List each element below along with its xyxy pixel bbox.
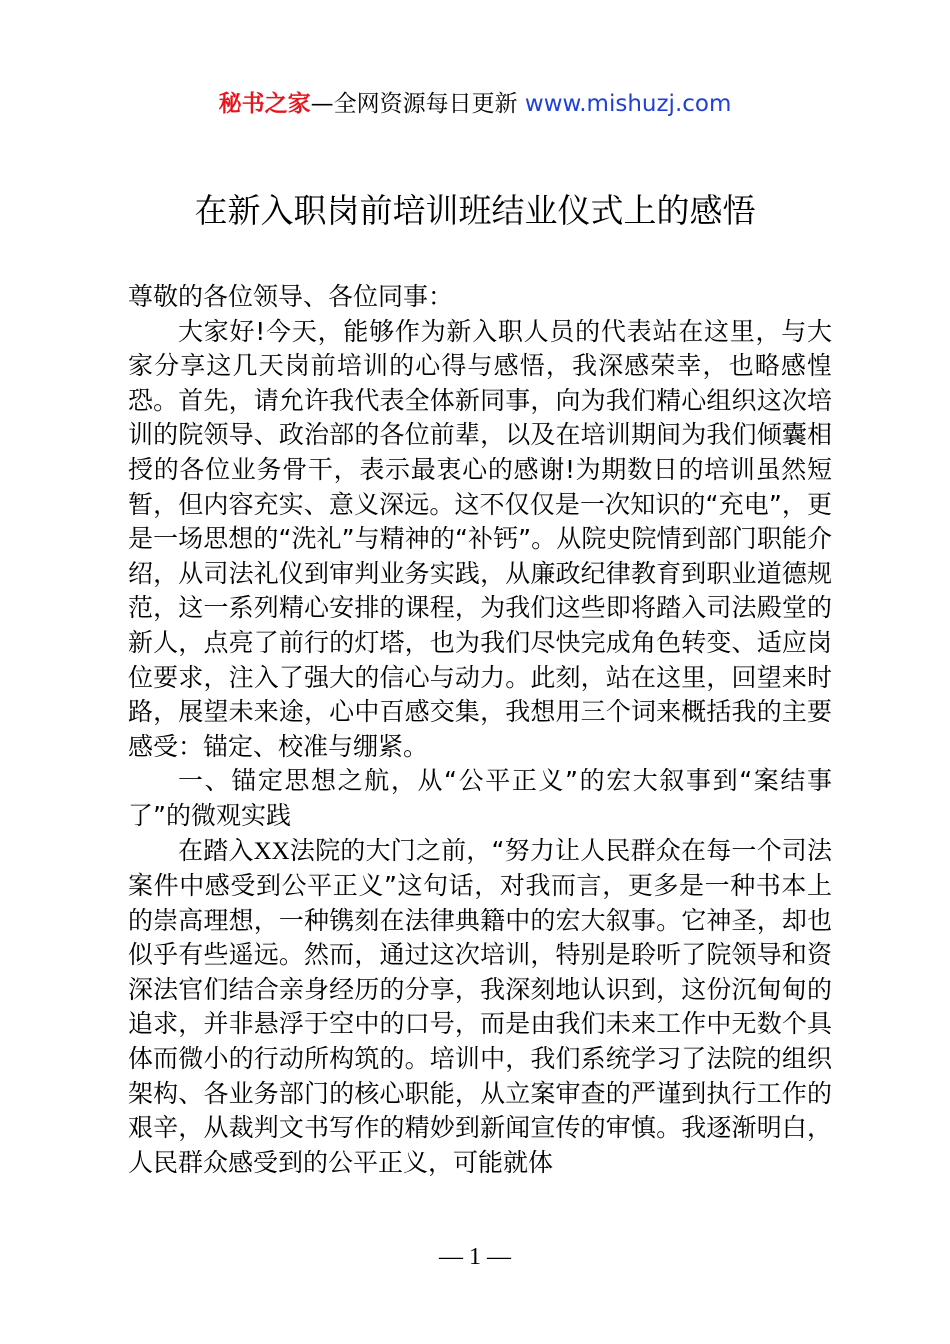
paragraph-text: 法院的大门之前，“努力让人民群众在每一个司法案件中感受到公平正义”这句话，对我而言，更多是一种书本上的崇高理想，一种镌刻在法律典籍中的宏大叙事。它神圣，却也似乎有些遥远。然而，通过这次培训，特别是聆听了院领导和资深法官们结合亲身经历的分享，我深刻地认识到，这份沉甸甸的追求，并非悬浮于空中的口号，而是由我们未来工作中无数个具体而微小的行动所构筑的。培训中，我们系统学习了法院的组织架构、各业务部门的核心职能，从立案审查的严谨到执行工作的艰辛，从裁判文书写作的精妙到新闻宣传的审慎。我逐渐明白，人民群众感受到的公平正义，可能就体 bbox=[128, 835, 832, 1177]
body-paragraph: 大家好!今天，能够作为新入职人员的代表站在这里，与大家分享这几天岗前培训的心得与感悟，我深感荣幸，也略感惶恐。首先，请允许我代表全体新同事，向为我们精心组织这次培训的院领导、政治部的各位前辈，以及在培训期间为我们倾囊相授的各位业务骨干，表示最衷心的感谢!为期数日的培训虽然短暂，但内容充实、意义深远。这不仅仅是一次知识的“充电”，更是一场思想的“洗礼”与精神的“补钙”。从院史院情到部门职能介绍，从司法礼仪到审判业务实践，从廉政纪律教育到职业道德规范，这一系列精心安排的课程，为我们这些即将踏入司法殿堂的新人，点亮了前行的灯塔，也为我们尽快完成角色转变、适应岗位要求，注入了强大的信心与动力。此刻，站在这里，回望来时路，展望未来途，心中百感交集，我想用三个词来概括我的主要感受：锚定、校准与绷紧。 bbox=[128, 316, 832, 761]
court-placeholder: XX bbox=[253, 837, 290, 865]
site-tagline: —全网资源每日更新 bbox=[310, 91, 525, 117]
salutation: 尊敬的各位领导、各位同事： bbox=[128, 282, 454, 311]
paragraph-text: 在踏入 bbox=[178, 835, 254, 865]
body-paragraph bbox=[128, 834, 832, 1181]
site-url-link[interactable]: www.mishuzj.com bbox=[524, 91, 732, 117]
document-title: 在新入职岗前培训班结业仪式上的感悟 bbox=[194, 191, 756, 230]
document-body bbox=[128, 280, 832, 1180]
site-header bbox=[0, 88, 950, 120]
site-brand: 秘书之家 bbox=[218, 91, 311, 117]
section-heading: 一、锚定思想之航，从“公平正义”的宏大叙事到“案结事了”的微观实践 bbox=[128, 766, 832, 830]
page-number: — 1 — bbox=[439, 1244, 511, 1270]
